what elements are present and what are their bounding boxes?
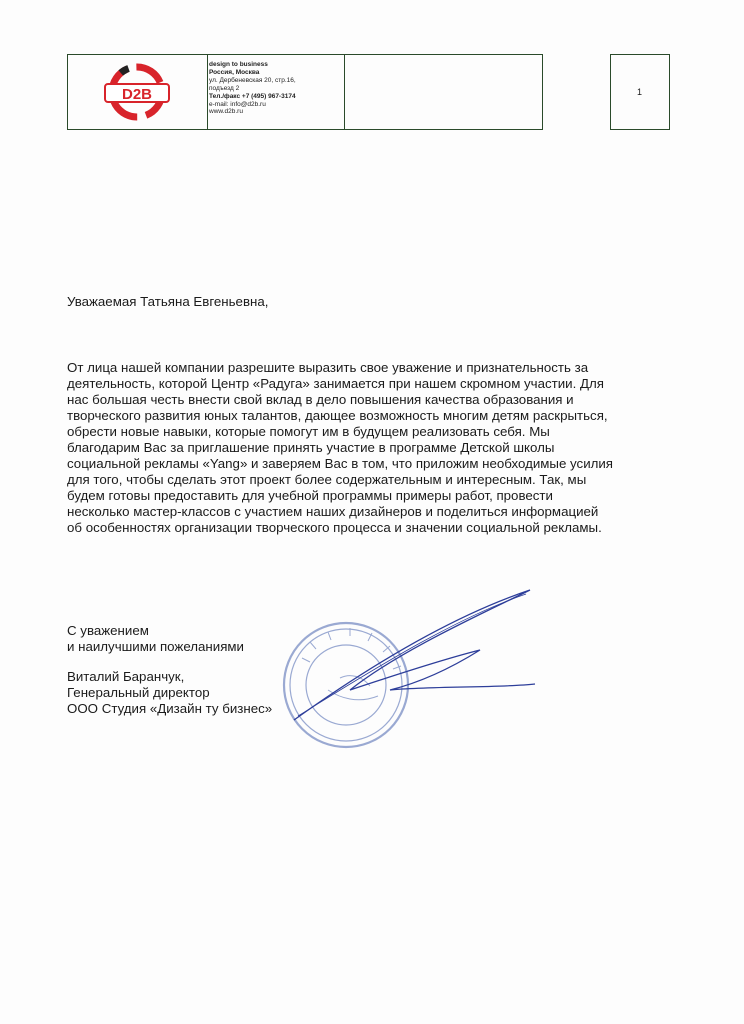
company-website: www.d2b.ru: [209, 108, 243, 116]
body-line: От лица нашей компании разрешите выразить свое уважение и признательность за: [67, 360, 589, 375]
company-email: e-mail: info@d2b.ru: [209, 100, 266, 108]
company-info: [209, 61, 342, 116]
signer-title: Генеральный директор: [67, 685, 210, 700]
body-line: для того, чтобы сделать этот проект более содержательным и интересным. Так, мы: [67, 472, 587, 487]
page-number: 1: [637, 87, 643, 97]
letter-body: [67, 360, 687, 536]
logo-text: D2B: [121, 86, 153, 103]
letterhead-divider: [344, 55, 345, 129]
company-name-en: design to business: [209, 61, 268, 68]
body-line: обрести новые навыки, которые помогут им в будущем реализовать себя. Мы: [67, 424, 550, 439]
body-line: творческого развития юных талантов, дающее возможность многим детям раскрыться,: [67, 408, 608, 423]
company-address-2: подъезд 2: [209, 84, 240, 92]
closing-line-2: и наилучшими пожеланиями: [67, 639, 244, 654]
closing-line-1: С уважением: [67, 623, 149, 638]
greeting: Уважаемая Татьяна Евгеньевна,: [67, 294, 269, 309]
signer-name: Виталий Баранчук,: [67, 669, 185, 684]
body-line: благодарим Вас за приглашение принять участие в программе Детской школы: [67, 440, 555, 455]
letterhead: [67, 54, 543, 130]
company-logo: [68, 55, 208, 129]
body-line: несколько мастер-классов с участием наших дизайнеров и поделиться информацией: [67, 504, 599, 519]
signature: [290, 580, 540, 730]
body-line: будем готовы предоставить для учебной программы примеры работ, провести: [67, 488, 553, 503]
company-address-1: ул. Дербеневская 20, стр.16,: [209, 76, 296, 84]
body-line: деятельность, которой Центр «Радуга» занимается при нашем скромном участии. Для: [67, 376, 604, 391]
body-line: нас большая честь внести свой вклад в дело повышения качества образования и: [67, 392, 574, 407]
body-line: об особенностях организации творческого процесса и значении социальной рекламы.: [67, 520, 602, 535]
page-number-box: [610, 54, 670, 130]
company-location: Россия, Москва: [209, 68, 260, 76]
body-line: социальной рекламы «Yang» и заверяем Вас в том, что приложим необходимые усилия: [67, 456, 614, 471]
company-phone: Тел./факс +7 (495) 967-3174: [209, 92, 296, 100]
signer-company: ООО Студия «Дизайн ту бизнес»: [67, 701, 273, 716]
